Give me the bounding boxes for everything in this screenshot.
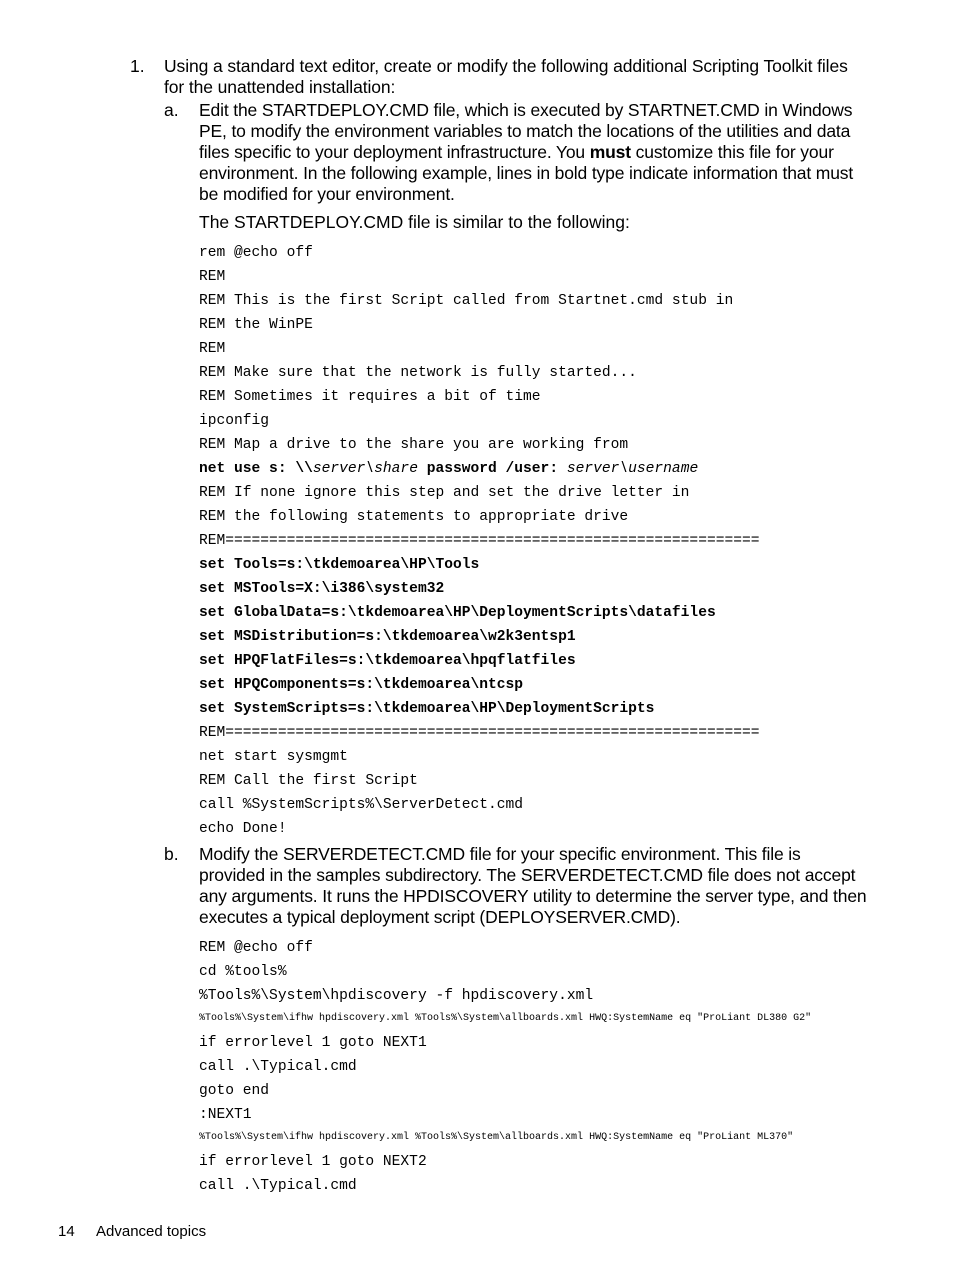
code-line: call .\Typical.cmd <box>199 1059 357 1075</box>
step-1a-text-part2: customize this file for your environment. In the following example, lines in bold type indicate information that must be modified for your environment. <box>199 142 854 204</box>
code-line: REM Map a drive to the share you are working from <box>199 437 629 453</box>
step-1 <box>130 56 870 1198</box>
serverdetect-code-block <box>199 936 870 1198</box>
step-1a <box>130 100 870 841</box>
step-1a-text-bold: must <box>589 142 631 162</box>
section-title: Advanced topics <box>96 1223 207 1240</box>
code-line-bold: set MSTools=X:\i386\system32 <box>199 581 445 597</box>
code-line-net-use <box>199 457 870 481</box>
step-1b-label: b. <box>164 844 179 864</box>
code-line-bold: set Tools=s:\tkdemoarea\HP\Tools <box>199 557 480 573</box>
code-line: REM This is the first Script called from Startnet.cmd stub in <box>199 293 734 309</box>
code-line: REM Make sure that the network is fully started... <box>199 365 637 381</box>
code-line: rem @echo off <box>199 245 313 261</box>
step-1b-text: Modify the SERVERDETECT.CMD file for your specific environment. This file is provided in the samples subdirectory. The SERVERDETECT.CMD file does not accept any arguments. It runs the HPDISCOVERY utility to determine the server type, and then executes a typical deployment script (DEPLOYSERVER.CMD). <box>199 844 867 927</box>
step-1-text: Using a standard text editor, create or modify the following additional Scripting Toolkit files for the unattended installation: <box>164 56 848 97</box>
step-1a-label: a. <box>164 100 179 120</box>
code-line: REM <box>199 341 226 357</box>
net-use-username: server\username <box>566 461 699 477</box>
code-line-bold: set SystemScripts=s:\tkdemoarea\HP\DeploymentScripts <box>199 701 655 717</box>
code-line: call .\Typical.cmd <box>199 1178 357 1194</box>
code-line: :NEXT1 <box>199 1107 252 1123</box>
code-line-bold: set HPQFlatFiles=s:\tkdemoarea\hpqflatfiles <box>199 653 576 669</box>
code-line: call %SystemScripts%\ServerDetect.cmd <box>199 797 524 813</box>
code-line: REM <box>199 269 226 285</box>
startdeploy-code-block <box>199 241 870 841</box>
code-line: REM Sometimes it requires a bit of time <box>199 389 541 405</box>
step-1a-text-part1: Edit the STARTDEPLOY.CMD file, which is executed by STARTNET.CMD in Windows PE, to modify the environment variables to match the locations of the utilities and data files specific to your deployment infrastructure. You <box>199 100 853 162</box>
step-1-number: 1. <box>130 56 145 76</box>
page-footer <box>58 1222 206 1242</box>
code-line: goto end <box>199 1083 270 1099</box>
code-line: REM @echo off <box>199 940 313 956</box>
code-line-bold: set HPQComponents=s:\tkdemoarea\ntcsp <box>199 677 524 693</box>
code-line: echo Done! <box>199 821 287 837</box>
code-line: REM Call the first Script <box>199 773 418 789</box>
code-separator: REM============================================================= <box>199 725 760 741</box>
code-line: %Tools%\System\hpdiscovery -f hpdiscovery.xml <box>199 988 594 1004</box>
net-use-password: password /user: <box>417 461 567 477</box>
page-number: 14 <box>58 1223 75 1240</box>
step-1b <box>130 844 870 1198</box>
step-1a-text <box>199 100 870 205</box>
code-line-bold: set MSDistribution=s:\tkdemoarea\w2k3entsp1 <box>199 629 576 645</box>
code-line: if errorlevel 1 goto NEXT2 <box>199 1154 427 1170</box>
code-line: cd %tools% <box>199 964 287 980</box>
code-line: net start sysmgmt <box>199 749 348 765</box>
code-line: if errorlevel 1 goto NEXT1 <box>199 1035 427 1051</box>
code-line-small: %Tools%\System\ifhw hpdiscovery.xml %Tools%\System\allboards.xml HWQ:SystemName eq "ProLiant ML370" <box>199 1132 794 1143</box>
code-separator: REM============================================================= <box>199 533 760 549</box>
code-line-small: %Tools%\System\ifhw hpdiscovery.xml %Tools%\System\allboards.xml HWQ:SystemName eq "ProLiant DL380 G2" <box>199 1013 812 1024</box>
code-line: ipconfig <box>199 413 270 429</box>
code-line: REM the WinPE <box>199 317 313 333</box>
net-use-command: net use s: \\ <box>199 461 313 477</box>
net-use-share: server\share <box>312 461 418 477</box>
startdeploy-intro: The STARTDEPLOY.CMD file is similar to the following: <box>199 212 630 232</box>
code-line: REM the following statements to appropriate drive <box>199 509 629 525</box>
code-line: REM If none ignore this step and set the drive letter in <box>199 485 690 501</box>
code-line-bold: set GlobalData=s:\tkdemoarea\HP\DeploymentScripts\datafiles <box>199 605 716 621</box>
